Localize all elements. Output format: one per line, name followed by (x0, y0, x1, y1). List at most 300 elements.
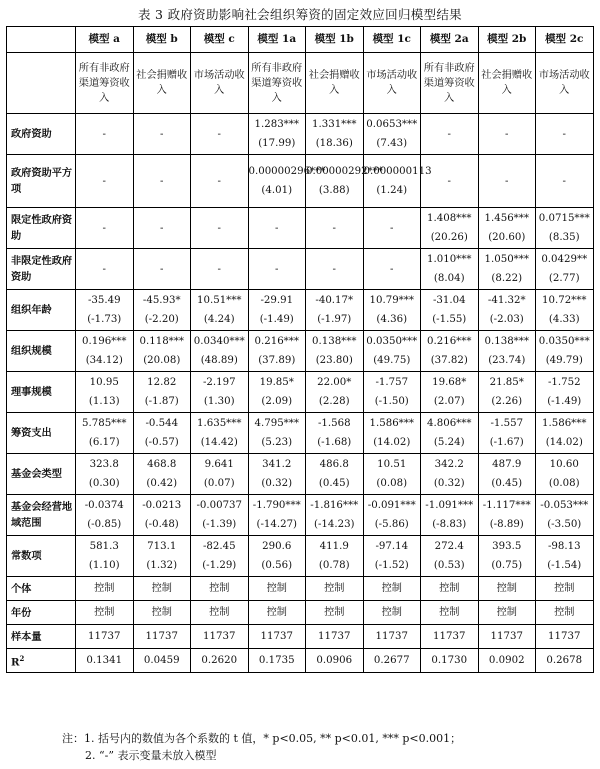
t-value: (-1.68) (317, 437, 352, 448)
coefficient-row (7, 413, 594, 454)
r-squared-cell: 0.2678 (536, 649, 594, 673)
t-value: (23.80) (315, 355, 353, 366)
coefficient-cell (191, 536, 249, 577)
coefficient-value: -41.32* (487, 295, 526, 306)
coefficient-value: - (505, 128, 509, 140)
coefficient-cell (306, 454, 364, 495)
coefficient-value: - (505, 175, 509, 187)
t-value: (37.82) (430, 355, 468, 366)
coefficient-value: 9.641 (204, 459, 234, 470)
coefficient-value: - (275, 222, 279, 234)
t-value: (1.13) (88, 396, 120, 407)
coefficient-value: -29.91 (260, 295, 294, 306)
sample-size-cell: 11737 (133, 625, 191, 649)
t-value: (14.42) (200, 437, 238, 448)
r-squared-cell: 0.2620 (191, 649, 249, 673)
coefficient-row (7, 208, 594, 249)
t-value: (-2.03) (489, 314, 524, 325)
coefficient-cell (248, 208, 306, 249)
coefficient-value: - (447, 175, 451, 187)
t-value: (-0.48) (144, 519, 179, 530)
coefficient-value: 10.60 (549, 459, 579, 470)
coefficient-value: -82.45 (202, 541, 236, 552)
coefficient-value: -1.752 (547, 377, 581, 388)
r-squared-cell: 0.0902 (478, 649, 536, 673)
t-value: (0.32) (261, 478, 293, 489)
control-cell: 控制 (133, 577, 191, 601)
t-value: (0.30) (88, 478, 120, 489)
coefficient-cell (191, 290, 249, 331)
coefficient-value: 341.2 (262, 459, 292, 470)
t-value: (4.36) (376, 314, 408, 325)
coefficient-value: 10.79*** (369, 295, 414, 306)
control-cell: 控制 (248, 577, 306, 601)
coefficient-value: 1.586*** (542, 418, 587, 429)
coefficient-cell (421, 249, 479, 290)
coefficient-cell (536, 290, 594, 331)
coefficient-cell (363, 454, 421, 495)
coefficient-value: 486.8 (319, 459, 349, 470)
coefficient-cell (191, 208, 249, 249)
t-value: (-1.73) (87, 314, 122, 325)
coefficient-cell (536, 331, 594, 372)
coefficient-value: 22.00* (317, 377, 352, 388)
coefficient-cell (248, 114, 306, 155)
model-header: 模型 1b (306, 27, 364, 53)
row-label: 基金会类型 (7, 454, 76, 495)
coefficient-cell (248, 372, 306, 413)
coefficient-value: 0.00000296*** (248, 166, 326, 177)
coefficient-value: 290.6 (262, 541, 292, 552)
control-cell: 控制 (133, 601, 191, 625)
t-value: (-14.23) (313, 519, 355, 530)
t-value: (20.26) (430, 232, 468, 243)
coefficient-value: 323.8 (89, 459, 119, 470)
coefficient-cell (478, 155, 536, 208)
row-label: 政府资助平方项 (7, 155, 76, 208)
coefficient-cell (133, 536, 191, 577)
coefficient-cell (133, 249, 191, 290)
coefficient-value: 272.4 (434, 541, 464, 552)
coefficient-cell (478, 372, 536, 413)
coefficient-cell (536, 208, 594, 249)
coefficient-value: -0.0213 (142, 500, 182, 511)
coefficient-cell (191, 249, 249, 290)
coefficient-value: -0.091*** (367, 500, 416, 511)
coefficient-value: 1.283*** (254, 119, 299, 130)
coefficient-cell (421, 155, 479, 208)
coefficient-cell (421, 454, 479, 495)
sample-size-cell: 11737 (76, 625, 134, 649)
t-value: (1.32) (146, 560, 178, 571)
r-squared-label: R (11, 656, 20, 669)
coefficient-cell (76, 331, 134, 372)
coefficient-value: - (160, 128, 164, 140)
coefficient-cell (478, 413, 536, 454)
coefficient-cell (76, 155, 134, 208)
coefficient-value: 12.82 (147, 377, 177, 388)
t-value: (14.02) (545, 437, 583, 448)
sample-size-cell: 11737 (306, 625, 364, 649)
coefficient-value: 0.0715*** (538, 213, 590, 224)
t-value: (4.01) (261, 185, 293, 196)
coefficient-cell (536, 372, 594, 413)
control-row (7, 577, 594, 601)
note-line: 2. “-” 表示变量未放入模型 (85, 749, 217, 762)
coefficient-cell (76, 495, 134, 536)
sample-size-cell: 11737 (248, 625, 306, 649)
coefficient-value: 468.8 (147, 459, 177, 470)
coefficient-cell (133, 331, 191, 372)
model-header: 模型 a (76, 27, 134, 53)
t-value: (-1.87) (144, 396, 179, 407)
coefficient-value: - (217, 263, 221, 275)
coefficient-cell (133, 155, 191, 208)
coefficient-cell (191, 155, 249, 208)
t-value: (-14.27) (256, 519, 298, 530)
t-value: (4.24) (203, 314, 235, 325)
coefficient-cell (133, 495, 191, 536)
t-value: (20.60) (488, 232, 526, 243)
t-value: (4.33) (548, 314, 580, 325)
coefficient-value: 10.51*** (197, 295, 242, 306)
coefficient-value: 5.785*** (82, 418, 127, 429)
note-line: 注：1. 括号内的数值为各个系数的 t 值，* p<0.05, ** p<0.01, *** p<0.001； (62, 732, 462, 745)
t-value: (37.89) (258, 355, 296, 366)
coefficient-cell (363, 331, 421, 372)
coefficient-cell (306, 413, 364, 454)
coefficient-value: - (102, 128, 106, 140)
dependent-variable-cell: 所有非政府渠道筹资收入 (76, 53, 134, 114)
control-cell: 控制 (478, 601, 536, 625)
row-label: 筹资支出 (7, 413, 76, 454)
control-cell: 控制 (363, 577, 421, 601)
model-header: 模型 2b (478, 27, 536, 53)
t-value: (2.26) (491, 396, 523, 407)
coefficient-cell (76, 454, 134, 495)
t-value: (0.32) (433, 478, 465, 489)
t-value: (23.74) (488, 355, 526, 366)
coefficient-value: 1.586*** (369, 418, 414, 429)
coefficient-row (7, 536, 594, 577)
r-squared-row (7, 649, 594, 673)
model-header: 模型 2a (421, 27, 479, 53)
control-cell: 控制 (306, 577, 364, 601)
coefficient-value: 10.95 (89, 377, 119, 388)
dependent-variable-cell: 所有非政府渠道筹资收入 (421, 53, 479, 114)
coefficient-value: - (447, 128, 451, 140)
coefficient-cell (306, 114, 364, 155)
coefficient-value: 1.050*** (484, 254, 529, 265)
corner-cell (7, 53, 76, 114)
coefficient-cell (76, 249, 134, 290)
coefficient-value: -2.197 (202, 377, 236, 388)
t-value: (-8.89) (489, 519, 524, 530)
coefficient-value: 0.0340*** (193, 336, 245, 347)
control-cell: 控制 (363, 601, 421, 625)
r-squared-cell: 0.0459 (133, 649, 191, 673)
r-squared-cell: 0.1730 (421, 649, 479, 673)
coefficient-cell (536, 495, 594, 536)
coefficient-cell (133, 114, 191, 155)
coefficient-value: 0.216*** (254, 336, 299, 347)
t-value: (-1.50) (374, 396, 409, 407)
coefficient-cell (478, 249, 536, 290)
coefficient-value: 0.0653*** (366, 119, 418, 130)
coefficient-cell (478, 495, 536, 536)
t-value: (7.43) (376, 138, 408, 149)
row-label: 非限定性政府资助 (7, 249, 76, 290)
t-value: (0.08) (376, 478, 408, 489)
row-label: 限定性政府资助 (7, 208, 76, 249)
t-value: (-3.50) (547, 519, 582, 530)
coefficient-value: 19.68* (432, 377, 467, 388)
t-value: (8.35) (548, 232, 580, 243)
coefficient-cell (421, 114, 479, 155)
coefficient-value: 0.000000113 (363, 166, 432, 177)
coefficient-cell (248, 331, 306, 372)
dependent-variable-row (7, 53, 594, 114)
t-value: (0.56) (261, 560, 293, 571)
coefficient-cell (306, 155, 383, 208)
t-value: (-1.49) (259, 314, 294, 325)
t-value: (0.08) (548, 478, 580, 489)
coefficient-cell (248, 290, 306, 331)
coefficient-row (7, 495, 594, 536)
t-value: (48.89) (200, 355, 238, 366)
t-value: (3.88) (318, 185, 350, 196)
control-cell: 控制 (421, 577, 479, 601)
t-value: (-1.67) (489, 437, 524, 448)
coefficient-value: 1.456*** (484, 213, 529, 224)
control-cell: 控制 (421, 601, 479, 625)
control-cell: 控制 (248, 601, 306, 625)
coefficient-cell (191, 372, 249, 413)
coefficient-row (7, 290, 594, 331)
control-cell: 控制 (306, 601, 364, 625)
coefficient-cell (306, 249, 364, 290)
coefficient-value: - (160, 175, 164, 187)
dependent-variable-cell: 市场活动收入 (536, 53, 594, 114)
coefficient-value: - (390, 222, 394, 234)
coefficient-value: -45.93* (142, 295, 181, 306)
coefficient-cell (76, 413, 134, 454)
coefficient-cell (133, 208, 191, 249)
coefficient-value: -1.091*** (425, 500, 474, 511)
t-value: (-0.85) (87, 519, 122, 530)
control-row (7, 601, 594, 625)
coefficient-row (7, 372, 594, 413)
coefficient-value: - (332, 263, 336, 275)
coefficient-value: - (217, 175, 221, 187)
dependent-variable-cell: 社会捐赠收入 (133, 53, 191, 114)
coefficient-cell (306, 536, 364, 577)
t-value: (8.04) (433, 273, 465, 284)
coefficient-value: 0.196*** (82, 336, 127, 347)
coefficient-cell (248, 155, 326, 208)
t-value: (49.79) (545, 355, 583, 366)
t-value: (-1.55) (432, 314, 467, 325)
coefficient-cell (191, 454, 249, 495)
sample-size-cell: 11737 (536, 625, 594, 649)
t-value: (0.45) (318, 478, 350, 489)
table-notes (62, 730, 461, 764)
coefficient-cell (191, 331, 249, 372)
coefficient-value: 0.138*** (484, 336, 529, 347)
control-cell: 控制 (76, 577, 134, 601)
coefficient-value: 0.216*** (427, 336, 472, 347)
coefficient-row (7, 249, 594, 290)
coefficient-value: -31.04 (432, 295, 466, 306)
dependent-variable-cell: 社会捐赠收入 (478, 53, 536, 114)
row-label: 基金会经营地域范围 (7, 495, 76, 536)
t-value: (2.28) (318, 396, 350, 407)
coefficient-cell (133, 413, 191, 454)
coefficient-cell (421, 536, 479, 577)
sample-size-row (7, 625, 594, 649)
control-cell: 控制 (536, 577, 594, 601)
coefficient-cell (133, 372, 191, 413)
coefficient-value: -1.568 (317, 418, 351, 429)
coefficient-cell (191, 114, 249, 155)
t-value: (0.78) (318, 560, 350, 571)
t-value: (18.36) (315, 138, 353, 149)
t-value: (0.53) (433, 560, 465, 571)
row-label: 组织规模 (7, 331, 76, 372)
r-squared-superscript: 2 (19, 653, 25, 663)
coefficient-cell (306, 495, 364, 536)
coefficient-cell (478, 331, 536, 372)
regression-table (6, 26, 594, 673)
row-label: 常数项 (7, 536, 76, 577)
coefficient-value: 411.9 (319, 541, 349, 552)
coefficient-value: 393.5 (492, 541, 522, 552)
coefficient-cell (248, 413, 306, 454)
r-squared-cell: 0.1341 (76, 649, 134, 673)
coefficient-cell (478, 290, 536, 331)
coefficient-value: -1.557 (490, 418, 524, 429)
coefficient-cell (191, 495, 249, 536)
coefficient-value: 19.85* (259, 377, 294, 388)
control-cell: 控制 (191, 601, 249, 625)
coefficient-value: 487.9 (492, 459, 522, 470)
sample-size-cell: 11737 (363, 625, 421, 649)
coefficient-cell (76, 114, 134, 155)
t-value: (0.75) (491, 560, 523, 571)
coefficient-cell (363, 536, 421, 577)
control-cell: 控制 (191, 577, 249, 601)
coefficient-value: -0.544 (145, 418, 179, 429)
coefficient-cell (76, 290, 134, 331)
coefficient-value: 1.331*** (312, 119, 357, 130)
model-header: 模型 1a (248, 27, 306, 53)
coefficient-row (7, 155, 594, 208)
coefficient-cell (536, 155, 594, 208)
coefficient-rows (7, 114, 594, 577)
coefficient-cell (306, 331, 364, 372)
coefficient-value: - (562, 175, 566, 187)
table-caption: 表 3 政府资助影响社会组织筹资的固定效应回归模型结果 (137, 7, 462, 22)
coefficient-value: -1.117*** (482, 500, 531, 511)
coefficient-cell (363, 495, 421, 536)
row-label: 年份 (7, 601, 76, 625)
coefficient-value: 21.85* (489, 377, 524, 388)
coefficient-value: - (102, 175, 106, 187)
coefficient-cell (248, 454, 306, 495)
control-cell: 控制 (478, 577, 536, 601)
model-header: 模型 2c (536, 27, 594, 53)
t-value: (1.30) (203, 396, 235, 407)
coefficient-value: - (217, 222, 221, 234)
coefficient-cell (421, 495, 479, 536)
t-value: (-1.52) (374, 560, 409, 571)
coefficient-value: - (102, 222, 106, 234)
t-value: (8.22) (491, 273, 523, 284)
coefficient-value: - (332, 222, 336, 234)
control-cell: 控制 (536, 601, 594, 625)
coefficient-cell (478, 454, 536, 495)
control-rows (7, 577, 594, 673)
coefficient-value: 1.010*** (427, 254, 472, 265)
t-value: (-0.57) (144, 437, 179, 448)
sample-size-cell: 11737 (191, 625, 249, 649)
control-cell: 控制 (76, 601, 134, 625)
coefficient-cell (363, 155, 432, 208)
coefficient-cell (248, 249, 306, 290)
coefficient-value: - (217, 128, 221, 140)
row-label: 样本量 (7, 625, 76, 649)
coefficient-value: 0.118*** (139, 336, 184, 347)
coefficient-cell (536, 536, 594, 577)
row-label (7, 649, 76, 673)
coefficient-value: - (160, 263, 164, 275)
coefficient-cell (248, 495, 306, 536)
coefficient-value: -0.0374 (84, 500, 124, 511)
t-value: (2.09) (261, 396, 293, 407)
coefficient-value: 581.3 (89, 541, 119, 552)
coefficient-cell (478, 536, 536, 577)
coefficient-cell (306, 372, 364, 413)
t-value: (-1.29) (202, 560, 237, 571)
t-value: (0.07) (203, 478, 235, 489)
coefficient-cell (363, 413, 421, 454)
coefficient-cell (421, 413, 479, 454)
t-value: (2.77) (548, 273, 580, 284)
coefficient-cell (363, 249, 421, 290)
model-header: 模型 b (133, 27, 191, 53)
coefficient-cell (363, 114, 421, 155)
coefficient-value: 10.72*** (542, 295, 587, 306)
coefficient-value: - (562, 128, 566, 140)
coefficient-value: 4.806*** (427, 418, 472, 429)
coefficient-value: -97.14 (375, 541, 409, 552)
coefficient-cell (421, 208, 479, 249)
coefficient-value: 0.0350*** (538, 336, 590, 347)
coefficient-value: 1.635*** (197, 418, 242, 429)
r-squared-cell: 0.1735 (248, 649, 306, 673)
coefficient-cell (536, 413, 594, 454)
coefficient-value: -98.13 (547, 541, 581, 552)
t-value: (5.23) (261, 437, 293, 448)
dependent-variable-cell: 所有非政府渠道筹资收入 (248, 53, 306, 114)
coefficient-cell (133, 290, 191, 331)
row-label: 个体 (7, 577, 76, 601)
sample-size-cell: 11737 (421, 625, 479, 649)
coefficient-value: 4.795*** (254, 418, 299, 429)
coefficient-value: 0.138*** (312, 336, 357, 347)
coefficient-value: - (275, 263, 279, 275)
t-value: (34.12) (85, 355, 123, 366)
